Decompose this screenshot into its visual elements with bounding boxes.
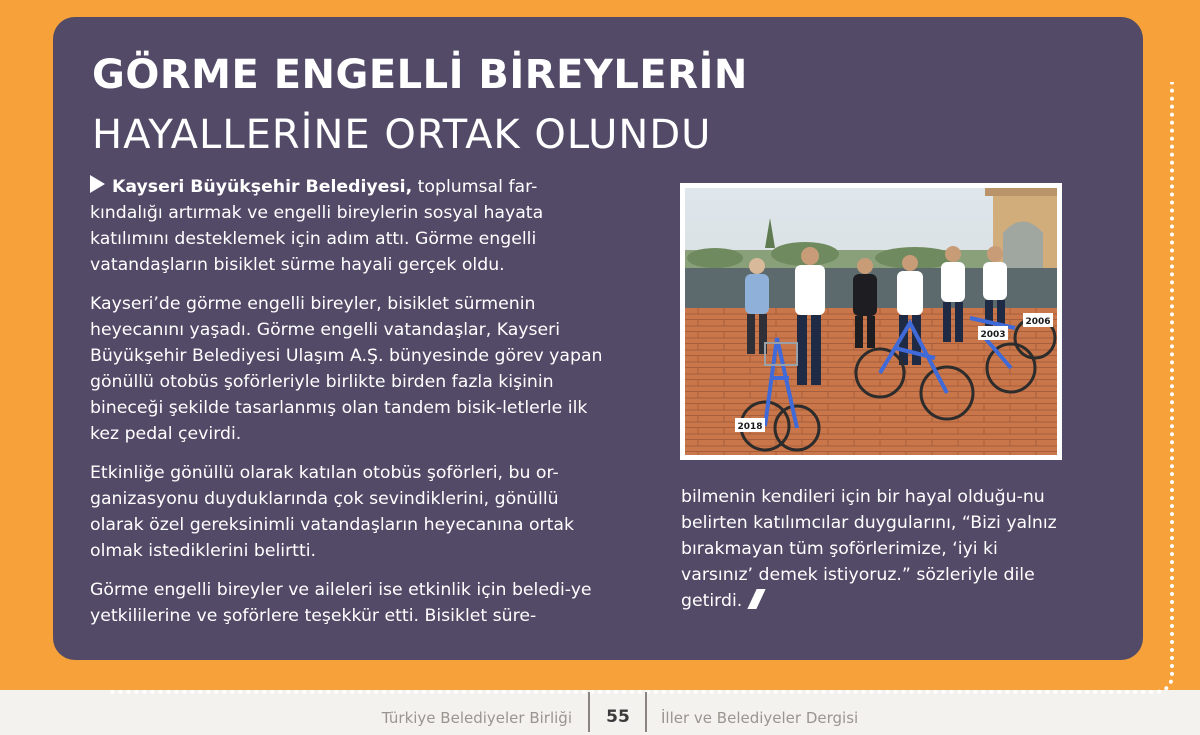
article-title-line1: GÖRME ENGELLİ BİREYLERİN (92, 52, 748, 98)
paragraph-2: Kayseri’de görme engelli bireyler, bisiklet sürmenin heyecanını yaşadı. Görme engelli vatandaşlar, Kayseri Büyükşehir Belediyesi Ulaşım A.Ş. bünyesinde görev yapan gönüllü otobüs şoförleriyle birlikte birden fazla kişinin bineceği şekilde tasarlanmış olan tandem bisik-letlerle ilk kez pedal çevirdi. (90, 294, 603, 444)
bike-number-3: 2006 (1025, 317, 1051, 327)
end-of-article-mark (748, 589, 766, 609)
footer-divider-left (588, 692, 590, 732)
paragraph-5 (681, 484, 1061, 614)
article-body-right (681, 484, 1061, 627)
article-title-line2: HAYALLERİNE ORTAK OLUNDU (92, 112, 712, 158)
lead-bold-text: Kayseri Büyükşehir Belediyesi, (112, 177, 413, 197)
article-photo (685, 188, 1057, 455)
lead-paragraph (90, 174, 610, 278)
play-arrow-icon (90, 175, 105, 193)
paragraph-5-text: bilmenin kendileri için bir hayal olduğu-nu belirten katılımcılar duygularını, “Bizi yalnız bırakmayan tüm şoförlerimize, ‘iyi ki varsınız’ demek istiyoruz.” sözleriyle dile getirdi. (681, 487, 1057, 611)
footer-magazine: İller ve Belediyeler Dergisi (661, 709, 859, 727)
bike-number-2: 2003 (980, 330, 1006, 340)
lead-text: toplumsal far-kındalığı artırmak ve engelli bireylerin sosyal hayata katılımını desteklemek için adım attı. Görme engelli vatandaşların bisiklet sürme hayali gerçek oldu. (90, 177, 544, 275)
paragraph-3: Etkinliğe gönüllü olarak katılan otobüs şoförleri, bu or-ganizasyonu duyduklarında çok sevindiklerini, gönüllü olarak özel gereksinimli vatandaşların heyecanına ortak olmak istediklerini belirtti. (90, 463, 575, 561)
article-photo-frame (680, 183, 1062, 460)
footer-publisher: Türkiye Belediyeler Birliği (381, 709, 572, 727)
bike-number-1: 2018 (737, 422, 763, 432)
paragraph-4: Görme engelli bireyler ve aileleri ise etkinlik için beledi-ye yetkililerine ve şoförlere teşekkür etti. Bisiklet süre- (90, 580, 592, 626)
page-number: 55 (606, 707, 630, 727)
footer-divider-right (645, 692, 647, 732)
article-body-left (90, 174, 610, 642)
